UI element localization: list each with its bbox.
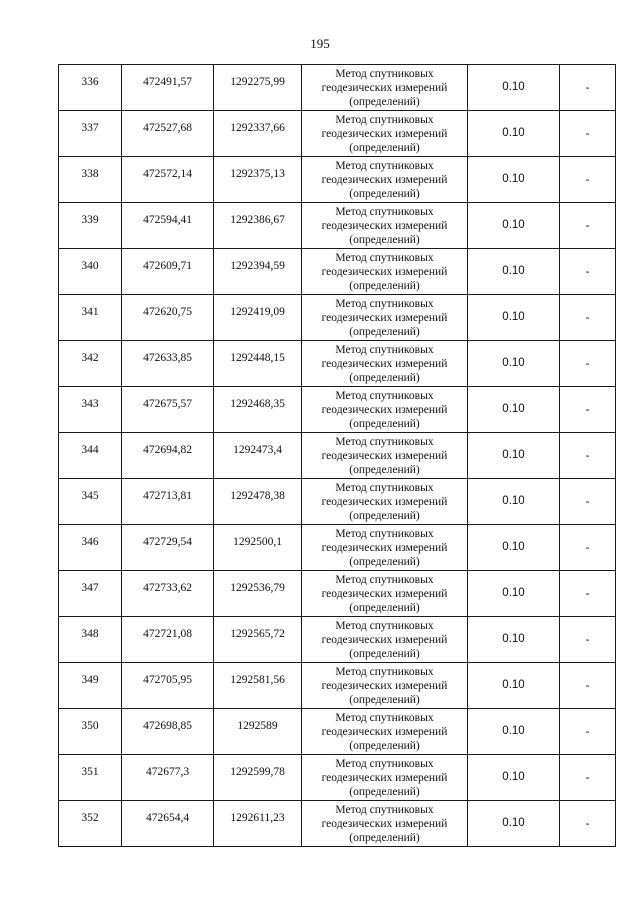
note-cell: - [560, 755, 616, 801]
coord-x-cell [122, 249, 214, 295]
table-row [59, 203, 616, 249]
method-line: Метод спутниковых [335, 481, 434, 494]
coord-x-cell [122, 433, 214, 479]
coord-y-cell-text: 1292611,23 [230, 811, 285, 824]
method-line: (определений) [349, 831, 420, 844]
method-line: (определений) [349, 739, 420, 752]
point-number-cell-text: 344 [81, 443, 99, 456]
method-line: (определений) [349, 693, 420, 706]
accuracy-cell [468, 479, 560, 525]
coord-x-cell [122, 65, 214, 111]
accuracy-cell-text: 0.10 [502, 402, 525, 415]
note-cell: - [560, 709, 616, 755]
coord-y-cell-text: 1292468,35 [230, 397, 285, 410]
accuracy-cell-text: 0.10 [502, 448, 525, 461]
point-number-cell-text: 337 [81, 121, 99, 134]
method-line: (определений) [349, 371, 420, 384]
table-row [59, 157, 616, 203]
coord-y-cell-text: 1292337,66 [230, 121, 285, 134]
coord-y-cell [214, 111, 302, 157]
table-row [59, 249, 616, 295]
point-number-cell-text: 350 [81, 719, 99, 732]
coord-x-cell [122, 341, 214, 387]
coord-y-cell-text: 1292599,78 [230, 765, 285, 778]
point-number-cell [59, 801, 122, 847]
coord-y-cell [214, 249, 302, 295]
coord-y-cell [214, 157, 302, 203]
coord-x-cell-text: 472705,95 [143, 673, 192, 686]
coord-x-cell [122, 295, 214, 341]
point-number-cell-text: 346 [81, 535, 99, 548]
method-line: Метод спутниковых [335, 527, 434, 540]
accuracy-cell-text: 0.10 [502, 816, 525, 829]
coord-x-cell [122, 203, 214, 249]
coord-y-cell-text: 1292375,13 [230, 167, 285, 180]
method-cell [302, 111, 468, 157]
method-line: (определений) [349, 279, 420, 292]
coord-y-cell [214, 571, 302, 617]
accuracy-cell-text: 0.10 [502, 356, 525, 369]
coord-y-cell [214, 709, 302, 755]
note-cell: - [560, 525, 616, 571]
method-line: геодезических измерений [321, 633, 448, 646]
table-row [59, 65, 616, 111]
point-number-cell-text: 351 [81, 765, 99, 778]
point-number-cell [59, 755, 122, 801]
method-line: Метод спутниковых [335, 113, 434, 126]
accuracy-cell [468, 571, 560, 617]
table-row [59, 341, 616, 387]
accuracy-cell [468, 663, 560, 709]
point-number-cell [59, 709, 122, 755]
table-row [59, 709, 616, 755]
coord-y-cell [214, 203, 302, 249]
note-cell: - [560, 433, 616, 479]
coord-y-cell [214, 663, 302, 709]
note-cell: - [560, 801, 616, 847]
note-cell: - [560, 387, 616, 433]
note-cell: - [560, 249, 616, 295]
method-cell [302, 479, 468, 525]
method-cell [302, 801, 468, 847]
point-number-cell [59, 571, 122, 617]
point-number-cell [59, 249, 122, 295]
coord-x-cell-text: 472594,41 [143, 213, 192, 226]
method-cell [302, 65, 468, 111]
point-number-cell [59, 203, 122, 249]
coord-y-cell [214, 801, 302, 847]
coord-x-cell-text: 472694,82 [143, 443, 192, 456]
accuracy-cell-text: 0.10 [502, 494, 525, 507]
method-line: геодезических измерений [321, 357, 448, 370]
table-row [59, 663, 616, 709]
accuracy-cell [468, 525, 560, 571]
page-number: 195 [310, 36, 330, 51]
table-row [59, 617, 616, 663]
coord-x-cell [122, 801, 214, 847]
accuracy-cell-text: 0.10 [502, 540, 525, 553]
coord-y-cell [214, 65, 302, 111]
coord-x-cell [122, 709, 214, 755]
coord-x-cell [122, 111, 214, 157]
point-number-cell [59, 525, 122, 571]
coord-y-cell [214, 295, 302, 341]
method-line: Метод спутниковых [335, 619, 434, 632]
accuracy-cell [468, 801, 560, 847]
method-line: Метод спутниковых [335, 297, 434, 310]
coord-y-cell [214, 479, 302, 525]
accuracy-cell-text: 0.10 [502, 80, 525, 93]
coord-x-cell [122, 157, 214, 203]
coord-y-cell [214, 617, 302, 663]
method-line: (определений) [349, 785, 420, 798]
point-number-cell-text: 340 [81, 259, 99, 272]
note-cell: - [560, 617, 616, 663]
point-number-cell-text: 343 [81, 397, 99, 410]
accuracy-cell [468, 295, 560, 341]
method-line: Метод спутниковых [335, 757, 434, 770]
accuracy-cell-text: 0.10 [502, 126, 525, 139]
accuracy-cell-text: 0.10 [502, 264, 525, 277]
method-line: (определений) [349, 141, 420, 154]
note-cell: - [560, 65, 616, 111]
point-number-cell [59, 111, 122, 157]
accuracy-cell [468, 709, 560, 755]
accuracy-cell [468, 433, 560, 479]
accuracy-cell-text: 0.10 [502, 586, 525, 599]
accuracy-cell [468, 755, 560, 801]
method-line: Метод спутниковых [335, 159, 434, 172]
method-line: (определений) [349, 601, 420, 614]
method-line: Метод спутниковых [335, 573, 434, 586]
coord-x-cell-text: 472491,57 [143, 75, 192, 88]
coord-x-cell [122, 387, 214, 433]
method-cell [302, 433, 468, 479]
method-line: геодезических измерений [321, 541, 448, 554]
method-line: геодезических измерений [321, 495, 448, 508]
coord-x-cell [122, 755, 214, 801]
method-cell [302, 203, 468, 249]
method-line: геодезических измерений [321, 173, 448, 186]
accuracy-cell [468, 387, 560, 433]
accuracy-cell [468, 617, 560, 663]
coord-y-cell-text: 1292473,4 [233, 443, 282, 456]
accuracy-cell [468, 65, 560, 111]
method-line: геодезических измерений [321, 403, 448, 416]
coord-y-cell-text: 1292565,72 [230, 627, 285, 640]
method-line: геодезических измерений [321, 771, 448, 784]
method-cell [302, 617, 468, 663]
method-cell [302, 341, 468, 387]
point-number-cell [59, 617, 122, 663]
coord-x-cell-text: 472675,57 [143, 397, 192, 410]
method-line: геодезических измерений [321, 81, 448, 94]
accuracy-cell [468, 203, 560, 249]
coord-y-cell-text: 1292419,09 [230, 305, 285, 318]
coord-y-cell-text: 1292386,67 [230, 213, 285, 226]
method-line: геодезических измерений [321, 817, 448, 830]
table-body [59, 65, 616, 847]
method-line: геодезических измерений [321, 265, 448, 278]
note-cell: - [560, 479, 616, 525]
point-number-cell-text: 342 [81, 351, 99, 364]
table-row [59, 525, 616, 571]
note-cell: - [560, 203, 616, 249]
method-line: геодезических измерений [321, 725, 448, 738]
method-line: Метод спутниковых [335, 665, 434, 678]
coord-y-cell [214, 387, 302, 433]
method-cell [302, 157, 468, 203]
note-cell: - [560, 571, 616, 617]
method-cell [302, 571, 468, 617]
table-row [59, 111, 616, 157]
method-cell [302, 755, 468, 801]
table-row [59, 479, 616, 525]
table-row [59, 801, 616, 847]
method-line: (определений) [349, 509, 420, 522]
method-line: Метод спутниковых [335, 67, 434, 80]
note-cell: - [560, 111, 616, 157]
coord-y-cell-text: 1292589 [237, 719, 278, 732]
accuracy-cell-text: 0.10 [502, 724, 525, 737]
table-row [59, 755, 616, 801]
method-line: (определений) [349, 417, 420, 430]
point-number-cell [59, 479, 122, 525]
point-number-cell-text: 349 [81, 673, 99, 686]
method-line: геодезических измерений [321, 587, 448, 600]
coord-x-cell-text: 472733,62 [143, 581, 192, 594]
coord-x-cell-text: 472527,68 [143, 121, 192, 134]
accuracy-cell-text: 0.10 [502, 172, 525, 185]
coord-y-cell-text: 1292478,38 [230, 489, 285, 502]
method-line: геодезических измерений [321, 449, 448, 462]
accuracy-cell-text: 0.10 [502, 632, 525, 645]
table-row [59, 571, 616, 617]
method-line: (определений) [349, 233, 420, 246]
coord-x-cell-text: 472620,75 [143, 305, 192, 318]
method-line: геодезических измерений [321, 127, 448, 140]
coord-x-cell-text: 472698,85 [143, 719, 192, 732]
coord-x-cell-text: 472677,3 [145, 765, 190, 778]
coord-y-cell-text: 1292500,1 [233, 535, 282, 548]
point-number-cell [59, 433, 122, 479]
coordinates-table [58, 64, 616, 847]
coord-x-cell [122, 525, 214, 571]
coord-y-cell-text: 1292448,15 [230, 351, 285, 364]
accuracy-cell [468, 111, 560, 157]
accuracy-cell-text: 0.10 [502, 770, 525, 783]
point-number-cell [59, 663, 122, 709]
point-number-cell [59, 387, 122, 433]
method-line: (определений) [349, 95, 420, 108]
point-number-cell-text: 339 [81, 213, 99, 226]
point-number-cell-text: 341 [81, 305, 99, 318]
coord-y-cell [214, 341, 302, 387]
method-line: Метод спутниковых [335, 711, 434, 724]
note-cell: - [560, 341, 616, 387]
coord-x-cell-text: 472654,4 [145, 811, 190, 824]
point-number-cell [59, 157, 122, 203]
method-line: (определений) [349, 325, 420, 338]
table-row [59, 295, 616, 341]
method-cell [302, 525, 468, 571]
method-line: Метод спутниковых [335, 205, 434, 218]
coord-x-cell-text: 472572,14 [143, 167, 192, 180]
coord-x-cell-text: 472609,71 [143, 259, 192, 272]
point-number-cell [59, 295, 122, 341]
table-row [59, 387, 616, 433]
method-line: (определений) [349, 187, 420, 200]
coord-y-cell-text: 1292536,79 [230, 581, 285, 594]
coord-x-cell-text: 472721,08 [143, 627, 192, 640]
method-line: (определений) [349, 647, 420, 660]
accuracy-cell-text: 0.10 [502, 218, 525, 231]
method-line: (определений) [349, 463, 420, 476]
method-line: геодезических измерений [321, 219, 448, 232]
point-number-cell [59, 341, 122, 387]
method-cell [302, 709, 468, 755]
coord-x-cell-text: 472633,85 [143, 351, 192, 364]
point-number-cell-text: 338 [81, 167, 99, 180]
point-number-cell-text: 336 [81, 75, 99, 88]
method-line: Метод спутниковых [335, 389, 434, 402]
note-cell: - [560, 157, 616, 203]
coord-x-cell-text: 472729,54 [143, 535, 192, 548]
coord-y-cell [214, 755, 302, 801]
coord-y-cell-text: 1292394,59 [230, 259, 285, 272]
method-line: Метод спутниковых [335, 251, 434, 264]
method-line: геодезических измерений [321, 679, 448, 692]
coord-y-cell [214, 525, 302, 571]
coord-x-cell [122, 663, 214, 709]
note-cell: - [560, 295, 616, 341]
accuracy-cell-text: 0.10 [502, 678, 525, 691]
coord-x-cell-text: 472713,81 [143, 489, 192, 502]
method-line: (определений) [349, 555, 420, 568]
point-number-cell-text: 347 [81, 581, 99, 594]
method-cell [302, 663, 468, 709]
method-line: Метод спутниковых [335, 435, 434, 448]
coord-y-cell [214, 433, 302, 479]
coord-x-cell [122, 479, 214, 525]
point-number-cell-text: 348 [81, 627, 99, 640]
coord-y-cell-text: 1292275,99 [230, 75, 285, 88]
point-number-cell-text: 345 [81, 489, 99, 502]
accuracy-cell [468, 157, 560, 203]
method-line: геодезических измерений [321, 311, 448, 324]
method-cell [302, 295, 468, 341]
point-number-cell [59, 65, 122, 111]
coord-y-cell-text: 1292581,56 [230, 673, 285, 686]
note-cell: - [560, 663, 616, 709]
method-line: Метод спутниковых [335, 803, 434, 816]
method-cell [302, 249, 468, 295]
accuracy-cell [468, 249, 560, 295]
table-row [59, 433, 616, 479]
point-number-cell-text: 352 [81, 811, 99, 824]
accuracy-cell [468, 341, 560, 387]
coord-x-cell [122, 571, 214, 617]
method-cell [302, 387, 468, 433]
method-line: Метод спутниковых [335, 343, 434, 356]
accuracy-cell-text: 0.10 [502, 310, 525, 323]
coord-x-cell [122, 617, 214, 663]
